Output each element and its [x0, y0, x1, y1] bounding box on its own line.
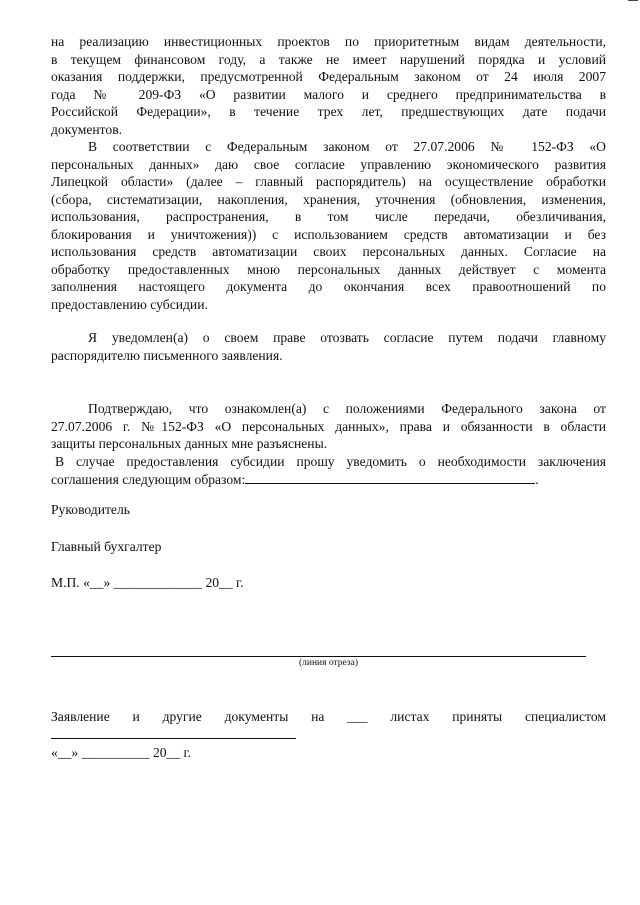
- paragraph-eligibility: [51, 33, 606, 138]
- notification-method-field[interactable]: [245, 471, 535, 484]
- text-line: предоставлению субсидии.: [51, 296, 208, 312]
- stamp-date-line: М.П. «__» _____________ 20__ г.: [51, 575, 244, 590]
- notification-method-label: соглашения следующим образом:: [51, 471, 246, 487]
- text-line: использования, распространения, в том числе передачи, обезличивания,: [51, 209, 606, 224]
- text-line: 27.07.2006 г. №152-ФЗ «О персональных данных», права и обязанности в области: [51, 418, 606, 434]
- text-line: обработку предоставленных мною персональных данных действует с момента: [51, 261, 606, 277]
- text-line: Подтверждаю, что ознакомлен(а) с положениями Федерального закона от: [88, 401, 606, 416]
- text-line: заполнения настоящего документа до окончания всех правоотношений по: [51, 279, 606, 294]
- head-signature-label: Руководитель: [51, 502, 130, 517]
- text-line: В соответствии с Федеральным законом от 27.07.2006 № 152-ФЗ «О: [88, 139, 606, 154]
- text-line: года № 209-ФЗ «О развитии малого и среднего предпринимательства в: [51, 86, 606, 102]
- text-line: персональных данных» даю свое согласие управлению экономического развития: [51, 156, 606, 172]
- text-line: документов.: [51, 121, 123, 137]
- text-line: (сбора, систематизации, накопления, хранения, уточнения (обновления, изменения,: [51, 191, 606, 207]
- paragraph-consent: [51, 138, 606, 313]
- text-line: оказания поддержки, предусмотренной Федеральным законом от 24 июля 2007: [51, 69, 606, 84]
- text-line: использования средств автоматизации своих персональных данных. Согласие на: [51, 244, 606, 259]
- text-line: Липецкой области» (далее – главный распорядитель) на осуществление обработки: [51, 174, 606, 189]
- text-line: В случае предоставления субсидии прошу уведомить о необходимости заключения: [55, 454, 606, 469]
- cut-line-label: (линия отреза): [298, 658, 358, 668]
- corner-mark: [628, 0, 638, 1]
- text-line: на реализацию инвестиционных проектов по приоритетным видам деятельности,: [51, 34, 606, 49]
- text-line: распорядителю письменного заявления.: [51, 347, 283, 363]
- paragraph-notification: [51, 453, 606, 488]
- text-line: в текущем финансовом году, а также не имеет нарушений порядка и условий: [51, 51, 606, 67]
- notification-method-line: [51, 471, 606, 489]
- text-line: Российской Федерации», в течение трех лет, предшествующих дате подачи: [51, 104, 606, 119]
- receipt-date-line: «__» __________ 20__ г.: [51, 745, 191, 760]
- period: .: [535, 471, 539, 487]
- text-line: Я уведомлен(а) о своем праве отозвать согласие путем подачи главному: [88, 330, 606, 345]
- paragraph-revoke: [51, 329, 606, 364]
- accountant-signature-label: Главный бухгалтер: [51, 539, 162, 554]
- cut-line: [51, 656, 586, 657]
- text-line: защиты персональных данных мне разъяснены.: [51, 436, 328, 451]
- receipt-statement: Заявление и другие документы на ___ листах приняты специалистом: [51, 709, 606, 724]
- paragraph-acknowledge: [51, 400, 606, 453]
- specialist-signature-line[interactable]: [51, 738, 296, 739]
- text-line: блокирования и уничтожения)) с использованием средств автоматизации и без: [51, 226, 606, 242]
